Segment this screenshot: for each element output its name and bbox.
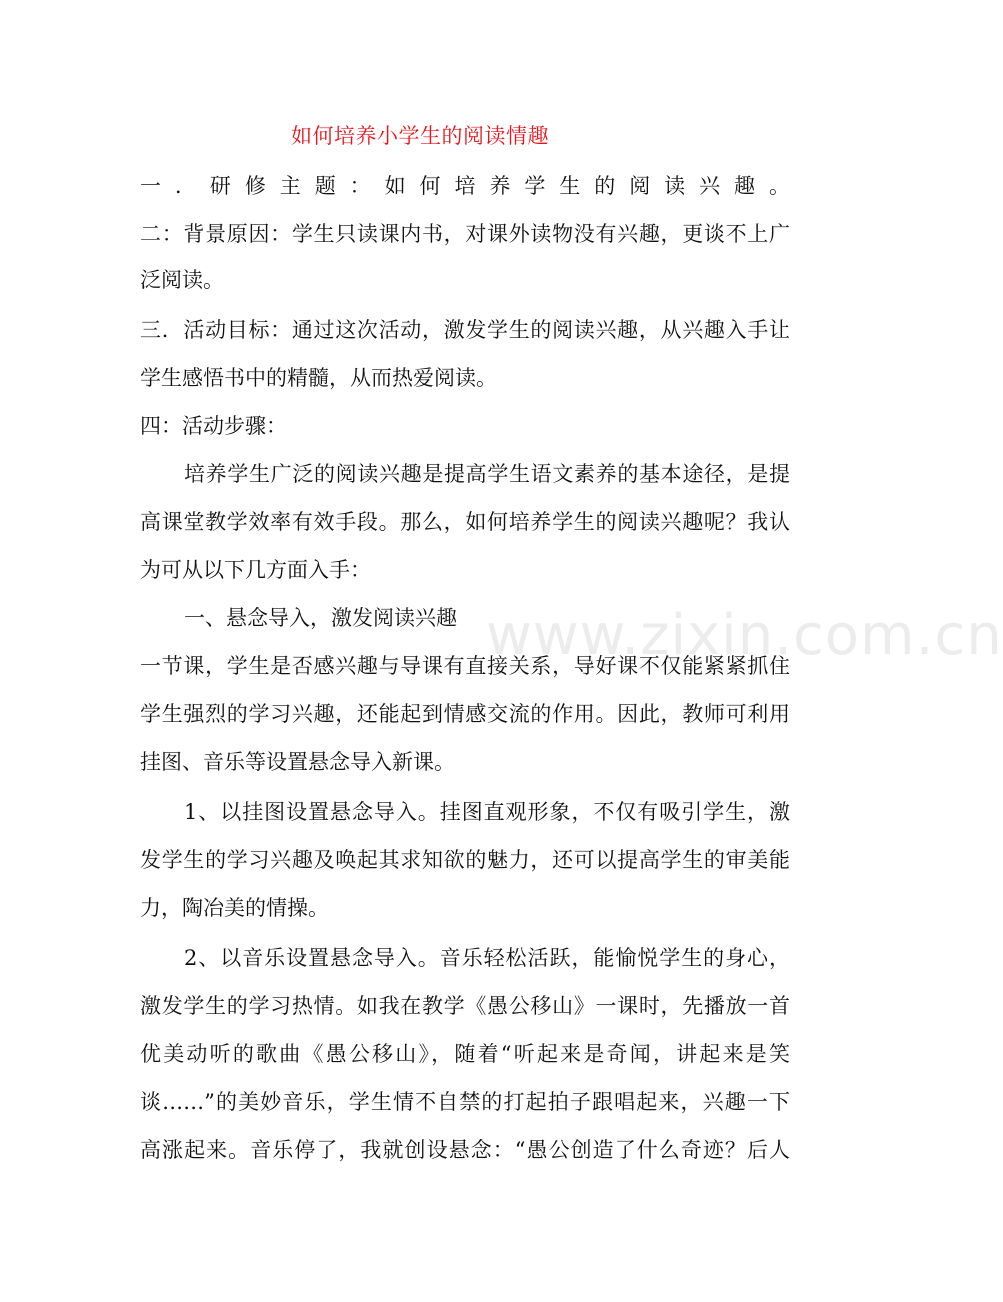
text-line: 泛阅读。	[140, 268, 224, 292]
watermark: www.zixin.com.cn	[486, 603, 1003, 668]
text-line: 学生强烈的学习兴趣，还能起到情感交流的作用。因此，教师可利用	[140, 702, 790, 726]
text-line: 学生感悟书中的精髓，从而热爱阅读。	[140, 366, 497, 390]
text-line: 发学生的学习兴趣及唤起其求知欲的魅力，还可以提高学生的审美能	[140, 848, 790, 872]
text-line: 四：活动步骤：	[140, 414, 287, 438]
text-line: 一．研修主题：如何培养学生的阅读兴趣。	[140, 174, 790, 198]
section-heading: 一、悬念导入，激发阅读兴趣	[184, 606, 457, 630]
text-line: 一节课，学生是否感兴趣与导课有直接关系，导好课不仅能紧紧抓住	[140, 654, 790, 678]
text-line: 优美动听的歌曲《愚公移山》，随着“听起来是奇闻，讲起来是笑	[140, 1042, 790, 1066]
text-line: 力，陶冶美的情操。	[140, 896, 329, 920]
text-line: 培养学生广泛的阅读兴趣是提高学生语文素养的基本途径，是提	[184, 462, 790, 486]
text-line: 1、以挂图设置悬念导入。挂图直观形象，不仅有吸引学生，激	[184, 800, 790, 824]
text-line: 高涨起来。音乐停了，我就创设悬念：“愚公创造了什么奇迹？后人	[140, 1138, 790, 1162]
text-line: 二：背景原因：学生只读课内书，对课外读物没有兴趣，更谈不上广	[140, 222, 790, 246]
text-line: 挂图、音乐等设置悬念导入新课。	[140, 750, 455, 774]
document-title: 如何培养小学生的阅读情趣	[291, 124, 549, 148]
text-line: 激发学生的学习热情。如我在教学《愚公移山》一课时，先播放一首	[140, 994, 790, 1018]
text-line: 三．活动目标：通过这次活动，激发学生的阅读兴趣，从兴趣入手让	[140, 318, 790, 342]
text-line: 高课堂教学效率有效手段。那么，如何培养学生的阅读兴趣呢？我认	[140, 510, 790, 534]
text-line: 谈……”的美妙音乐，学生情不自禁的打起拍子跟唱起来，兴趣一下	[140, 1090, 790, 1114]
text-line: 为可从以下几方面入手：	[140, 558, 371, 582]
text-line: 2、以音乐设置悬念导入。音乐轻松活跃，能愉悦学生的身心，	[184, 946, 790, 970]
